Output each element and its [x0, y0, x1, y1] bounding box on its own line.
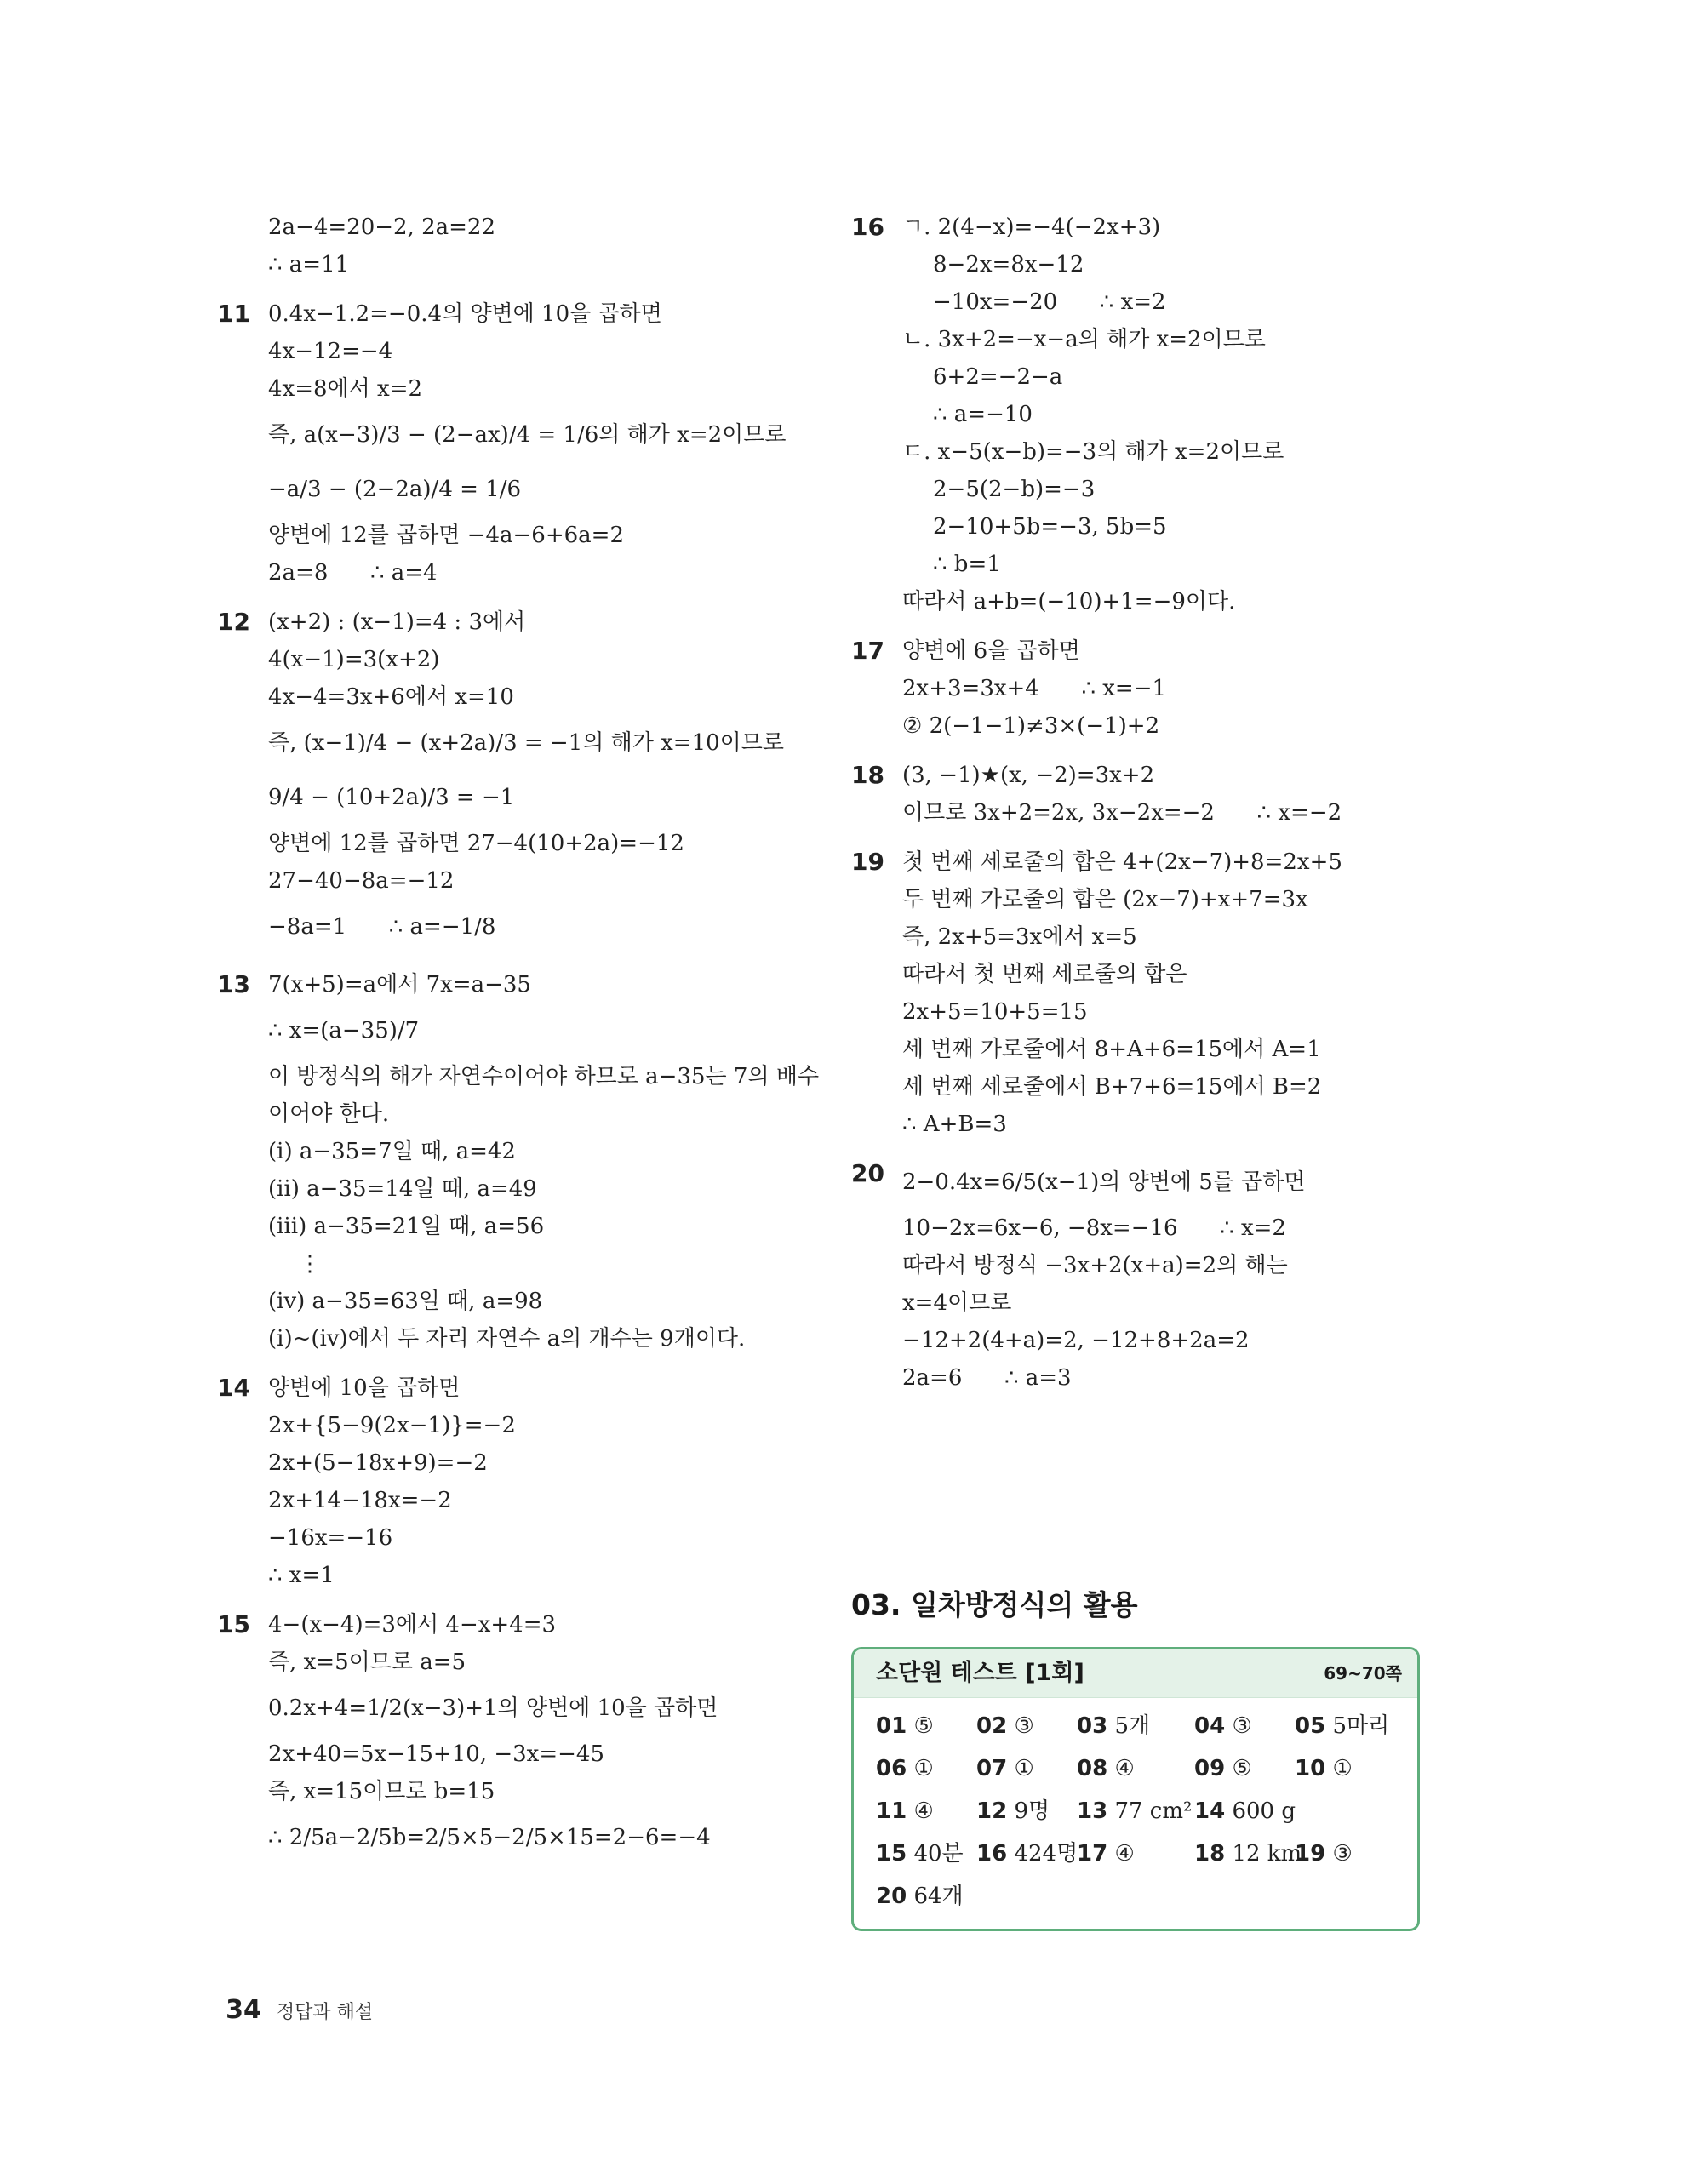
solution-line: 2a−4=20−2, 2a=22 [268, 214, 496, 240]
answer-value: ③ [1332, 1841, 1353, 1867]
answer-number: 09 [1194, 1756, 1226, 1781]
solution-line: 이어야 한다. [268, 1101, 390, 1127]
page-footer [217, 1979, 373, 2025]
answer-number: 16 [976, 1841, 1008, 1867]
solution-line: 즉, (x−1)/4 − (x+2a)/3 = −1의 해가 x=10이므로 [268, 730, 785, 756]
left-column [217, 209, 830, 1877]
problem-number: 19 [851, 848, 884, 876]
solution-line: (x+2) : (x−1)=4 : 3에서 [268, 609, 526, 635]
solution-line: 10−2x=6x−6, −8x=−16 ∴ x=2 [902, 1215, 1286, 1241]
solution-line: 2x+(5−18x+9)=−2 [268, 1450, 488, 1476]
solution-line: ∴ a=−10 [933, 402, 1033, 427]
answer-item [976, 1705, 1034, 1747]
answer-value: ④ [913, 1798, 934, 1824]
solution-line: 세 번째 가로줄에서 8+A+6=15에서 A=1 [902, 1037, 1321, 1062]
problem-number: 20 [851, 1159, 884, 1187]
answer-item [1295, 1832, 1353, 1875]
answer-item [1194, 1705, 1252, 1747]
answer-item [876, 1875, 964, 1918]
solution-line: ㄷ. x−5(x−b)=−3의 해가 x=2이므로 [902, 439, 1284, 465]
answer-value: ③ [1232, 1713, 1252, 1739]
solution-line: 9/4 − (10+2a)/3 = −1 [268, 785, 515, 810]
answer-row [876, 1790, 1417, 1832]
solution-line: 0.2x+4=1/2(x−3)+1의 양변에 10을 곱하면 [268, 1695, 718, 1721]
problem-number: 18 [851, 761, 884, 789]
answer-number: 06 [876, 1756, 907, 1781]
solution-line: 2−5(2−b)=−3 [933, 477, 1096, 502]
answer-value: ① [913, 1756, 934, 1781]
answer-number: 07 [976, 1756, 1008, 1781]
problem-block [851, 1155, 1447, 1397]
answer-number: 17 [1077, 1841, 1108, 1867]
solution-line: ② 2(−1−1)≠3×(−1)+2 [902, 713, 1160, 739]
solution-line: 27−40−8a=−12 [268, 868, 455, 894]
answer-number: 02 [976, 1713, 1008, 1739]
answer-item [976, 1790, 1050, 1832]
answer-item [1194, 1790, 1296, 1832]
answer-value: ① [1332, 1756, 1353, 1781]
problem-block [217, 966, 830, 1358]
problem-number: 17 [851, 637, 884, 665]
solution-line: −8a=1 ∴ a=−1/8 [268, 914, 496, 940]
solution-line: ∴ x=(a−35)/7 [268, 1018, 420, 1043]
solution-line: −10x=−20 ∴ x=2 [933, 289, 1166, 315]
problem-number: 16 [851, 213, 884, 241]
solution-line: 2x+40=5x−15+10, −3x=−45 [268, 1741, 604, 1767]
answer-number: 01 [876, 1713, 907, 1739]
solution-line: 즉, x=15이므로 b=15 [268, 1779, 495, 1804]
solution-line: ㄱ. 2(4−x)=−4(−2x+3) [902, 214, 1161, 240]
solution-line: 4(x−1)=3(x+2) [268, 647, 440, 672]
solution-line: 8−2x=8x−12 [933, 252, 1084, 277]
answer-number: 08 [1077, 1756, 1108, 1781]
solution-line: 따라서 첫 번째 세로줄의 합은 [902, 962, 1187, 987]
solution-line: ∴ a=11 [268, 252, 350, 277]
solution-line: (ⅰ) a−35=7일 때, a=42 [268, 1139, 516, 1164]
solution-line: 2x+{5−9(2x−1)}=−2 [268, 1413, 516, 1438]
problem-number: 12 [217, 608, 250, 636]
answer-item [1194, 1747, 1252, 1790]
answer-value: 77 cm² [1114, 1798, 1193, 1824]
answer-number: 14 [1194, 1798, 1226, 1824]
solution-line: −16x=−16 [268, 1525, 393, 1551]
answer-value: 600 g [1232, 1798, 1296, 1824]
problem-block [217, 1606, 830, 1865]
solution-line: 7(x+5)=a에서 7x=a−35 [268, 972, 531, 998]
problem-block [851, 757, 1447, 832]
solution-line: 2a=8 ∴ a=4 [268, 560, 438, 586]
solution-line: 2−0.4x=6/5(x−1)의 양변에 5를 곱하면 [902, 1169, 1306, 1195]
footer-label: 정답과 해설 [276, 2002, 374, 2023]
answer-value: 9명 [1014, 1798, 1050, 1824]
answer-item [1077, 1832, 1135, 1875]
answer-value: ⑤ [913, 1713, 934, 1739]
problem-block [217, 209, 830, 283]
answer-value: ④ [1114, 1841, 1135, 1867]
problem-block [217, 295, 830, 592]
solution-line: 양변에 12를 곱하면 −4a−6+6a=2 [268, 523, 625, 548]
answer-item [1077, 1747, 1135, 1790]
solution-line: 즉, a(x−3)/3 − (2−ax)/4 = 1/6의 해가 x=2이므로 [268, 422, 787, 448]
answer-number: 04 [1194, 1713, 1226, 1739]
solution-line: ⋮ [299, 1251, 321, 1277]
answer-value: 5마리 [1332, 1713, 1390, 1739]
unit-test-box [851, 1647, 1420, 1931]
answer-grid [854, 1698, 1417, 1918]
solution-line: 6+2=−2−a [933, 364, 1063, 390]
unit-test-header [854, 1649, 1417, 1698]
solution-line: ∴ 2/5a−2/5b=2/5×5−2/5×15=2−6=−4 [268, 1825, 711, 1850]
answer-row [876, 1832, 1417, 1875]
solution-line: ㄴ. 3x+2=−x−a의 해가 x=2이므로 [902, 327, 1266, 352]
answer-item [1077, 1790, 1192, 1832]
solution-line: (3, −1)★(x, −2)=3x+2 [902, 763, 1155, 788]
problem-block [217, 1369, 830, 1594]
solution-line: 첫 번째 세로줄의 합은 4+(2x−7)+8=2x+5 [902, 849, 1342, 875]
solution-line: 양변에 10을 곱하면 [268, 1375, 461, 1401]
problem-number: 14 [217, 1374, 250, 1402]
answer-number: 03 [1077, 1713, 1108, 1739]
answer-item [1295, 1747, 1353, 1790]
solution-line: 이 방정식의 해가 자연수이어야 하므로 a−35는 7의 배수 [268, 1064, 820, 1089]
answer-value: 40분 [913, 1841, 964, 1867]
right-column [851, 209, 1447, 1409]
section-title: 03. 일차방정식의 활용 [851, 1588, 1138, 1621]
solution-line: 4−(x−4)=3에서 4−x+4=3 [268, 1612, 557, 1638]
problem-block [217, 603, 830, 954]
solution-line: 즉, x=5이므로 a=5 [268, 1649, 466, 1675]
solution-line: 세 번째 세로줄에서 B+7+6=15에서 B=2 [902, 1074, 1322, 1100]
answer-number: 12 [976, 1798, 1008, 1824]
solution-line: (ⅲ) a−35=21일 때, a=56 [268, 1214, 545, 1239]
answer-number: 11 [876, 1798, 907, 1824]
solution-line: ∴ A+B=3 [902, 1112, 1007, 1137]
problem-number: 11 [217, 300, 250, 328]
answer-number: 13 [1077, 1798, 1108, 1824]
solution-line: 2x+5=10+5=15 [902, 999, 1088, 1025]
answer-row [876, 1875, 1417, 1918]
answer-row [876, 1705, 1417, 1747]
solution-line: 두 번째 가로줄의 합은 (2x−7)+x+7=3x [902, 887, 1308, 912]
answer-value: 5개 [1114, 1713, 1151, 1739]
answer-value: 424명 [1014, 1841, 1078, 1867]
answer-value: ① [1014, 1756, 1034, 1781]
solution-line: 따라서 a+b=(−10)+1=−9이다. [902, 589, 1236, 615]
answer-value: ⑤ [1232, 1756, 1252, 1781]
solution-line: 2−10+5b=−3, 5b=5 [933, 514, 1167, 540]
answer-number: 18 [1194, 1841, 1226, 1867]
solution-line: 2x+14−18x=−2 [268, 1488, 452, 1513]
solution-line: 2a=6 ∴ a=3 [902, 1365, 1072, 1391]
solution-line: ∴ x=1 [268, 1563, 335, 1588]
answer-item [976, 1832, 1078, 1875]
answer-row [876, 1747, 1417, 1790]
answer-value: 64개 [913, 1884, 964, 1909]
solution-line: 양변에 6을 곱하면 [902, 638, 1080, 664]
answer-item [876, 1705, 934, 1747]
problem-block [851, 843, 1447, 1143]
answer-item [976, 1747, 1034, 1790]
solution-line: 4x=8에서 x=2 [268, 376, 423, 402]
solution-line: 4x−12=−4 [268, 339, 393, 364]
solution-line: ∴ b=1 [933, 552, 1001, 577]
answer-number: 19 [1295, 1841, 1326, 1867]
answer-number: 15 [876, 1841, 907, 1867]
page-number: 34 [226, 1995, 261, 2025]
answer-number: 05 [1295, 1713, 1326, 1739]
problem-block [851, 632, 1447, 745]
answer-value: ③ [1014, 1713, 1034, 1739]
solution-line: −12+2(4+a)=2, −12+8+2a=2 [902, 1328, 1250, 1353]
answer-item [876, 1832, 964, 1875]
answer-item [876, 1747, 934, 1790]
unit-test-pages: 69~70쪽 [1324, 1663, 1402, 1684]
solution-line: 따라서 방정식 −3x+2(x+a)=2의 해는 [902, 1253, 1288, 1278]
problem-number: 13 [217, 970, 250, 998]
solution-line: (ⅰ)~(ⅳ)에서 두 자리 자연수 a의 개수는 9개이다. [268, 1326, 746, 1352]
unit-test-title: 소단원 테스트 [1회] [876, 1660, 1084, 1686]
problem-block [851, 209, 1447, 620]
solution-line: x=4이므로 [902, 1290, 1012, 1316]
answer-item [876, 1790, 934, 1832]
solution-line: 즉, 2x+5=3x에서 x=5 [902, 924, 1137, 950]
problem-number: 15 [217, 1610, 250, 1638]
answer-item [1295, 1705, 1389, 1747]
answer-value: ④ [1114, 1756, 1135, 1781]
answer-number: 20 [876, 1884, 907, 1909]
answer-number: 10 [1295, 1756, 1326, 1781]
solution-line: (ⅳ) a−35=63일 때, a=98 [268, 1289, 543, 1314]
solution-line: 이므로 3x+2=2x, 3x−2x=−2 ∴ x=−2 [902, 800, 1342, 826]
answer-value: 12 km [1232, 1841, 1302, 1867]
solution-line: 2x+3=3x+4 ∴ x=−1 [902, 676, 1167, 701]
solution-line: 0.4x−1.2=−0.4의 양변에 10을 곱하면 [268, 301, 662, 327]
solution-line: 양변에 12를 곱하면 27−4(10+2a)=−12 [268, 831, 684, 856]
solution-line: −a/3 − (2−2a)/4 = 1/6 [268, 477, 522, 502]
answer-item [1194, 1832, 1302, 1875]
solution-line: 4x−4=3x+6에서 x=10 [268, 684, 514, 710]
answer-item [1077, 1705, 1150, 1747]
solution-line: (ⅱ) a−35=14일 때, a=49 [268, 1176, 537, 1202]
